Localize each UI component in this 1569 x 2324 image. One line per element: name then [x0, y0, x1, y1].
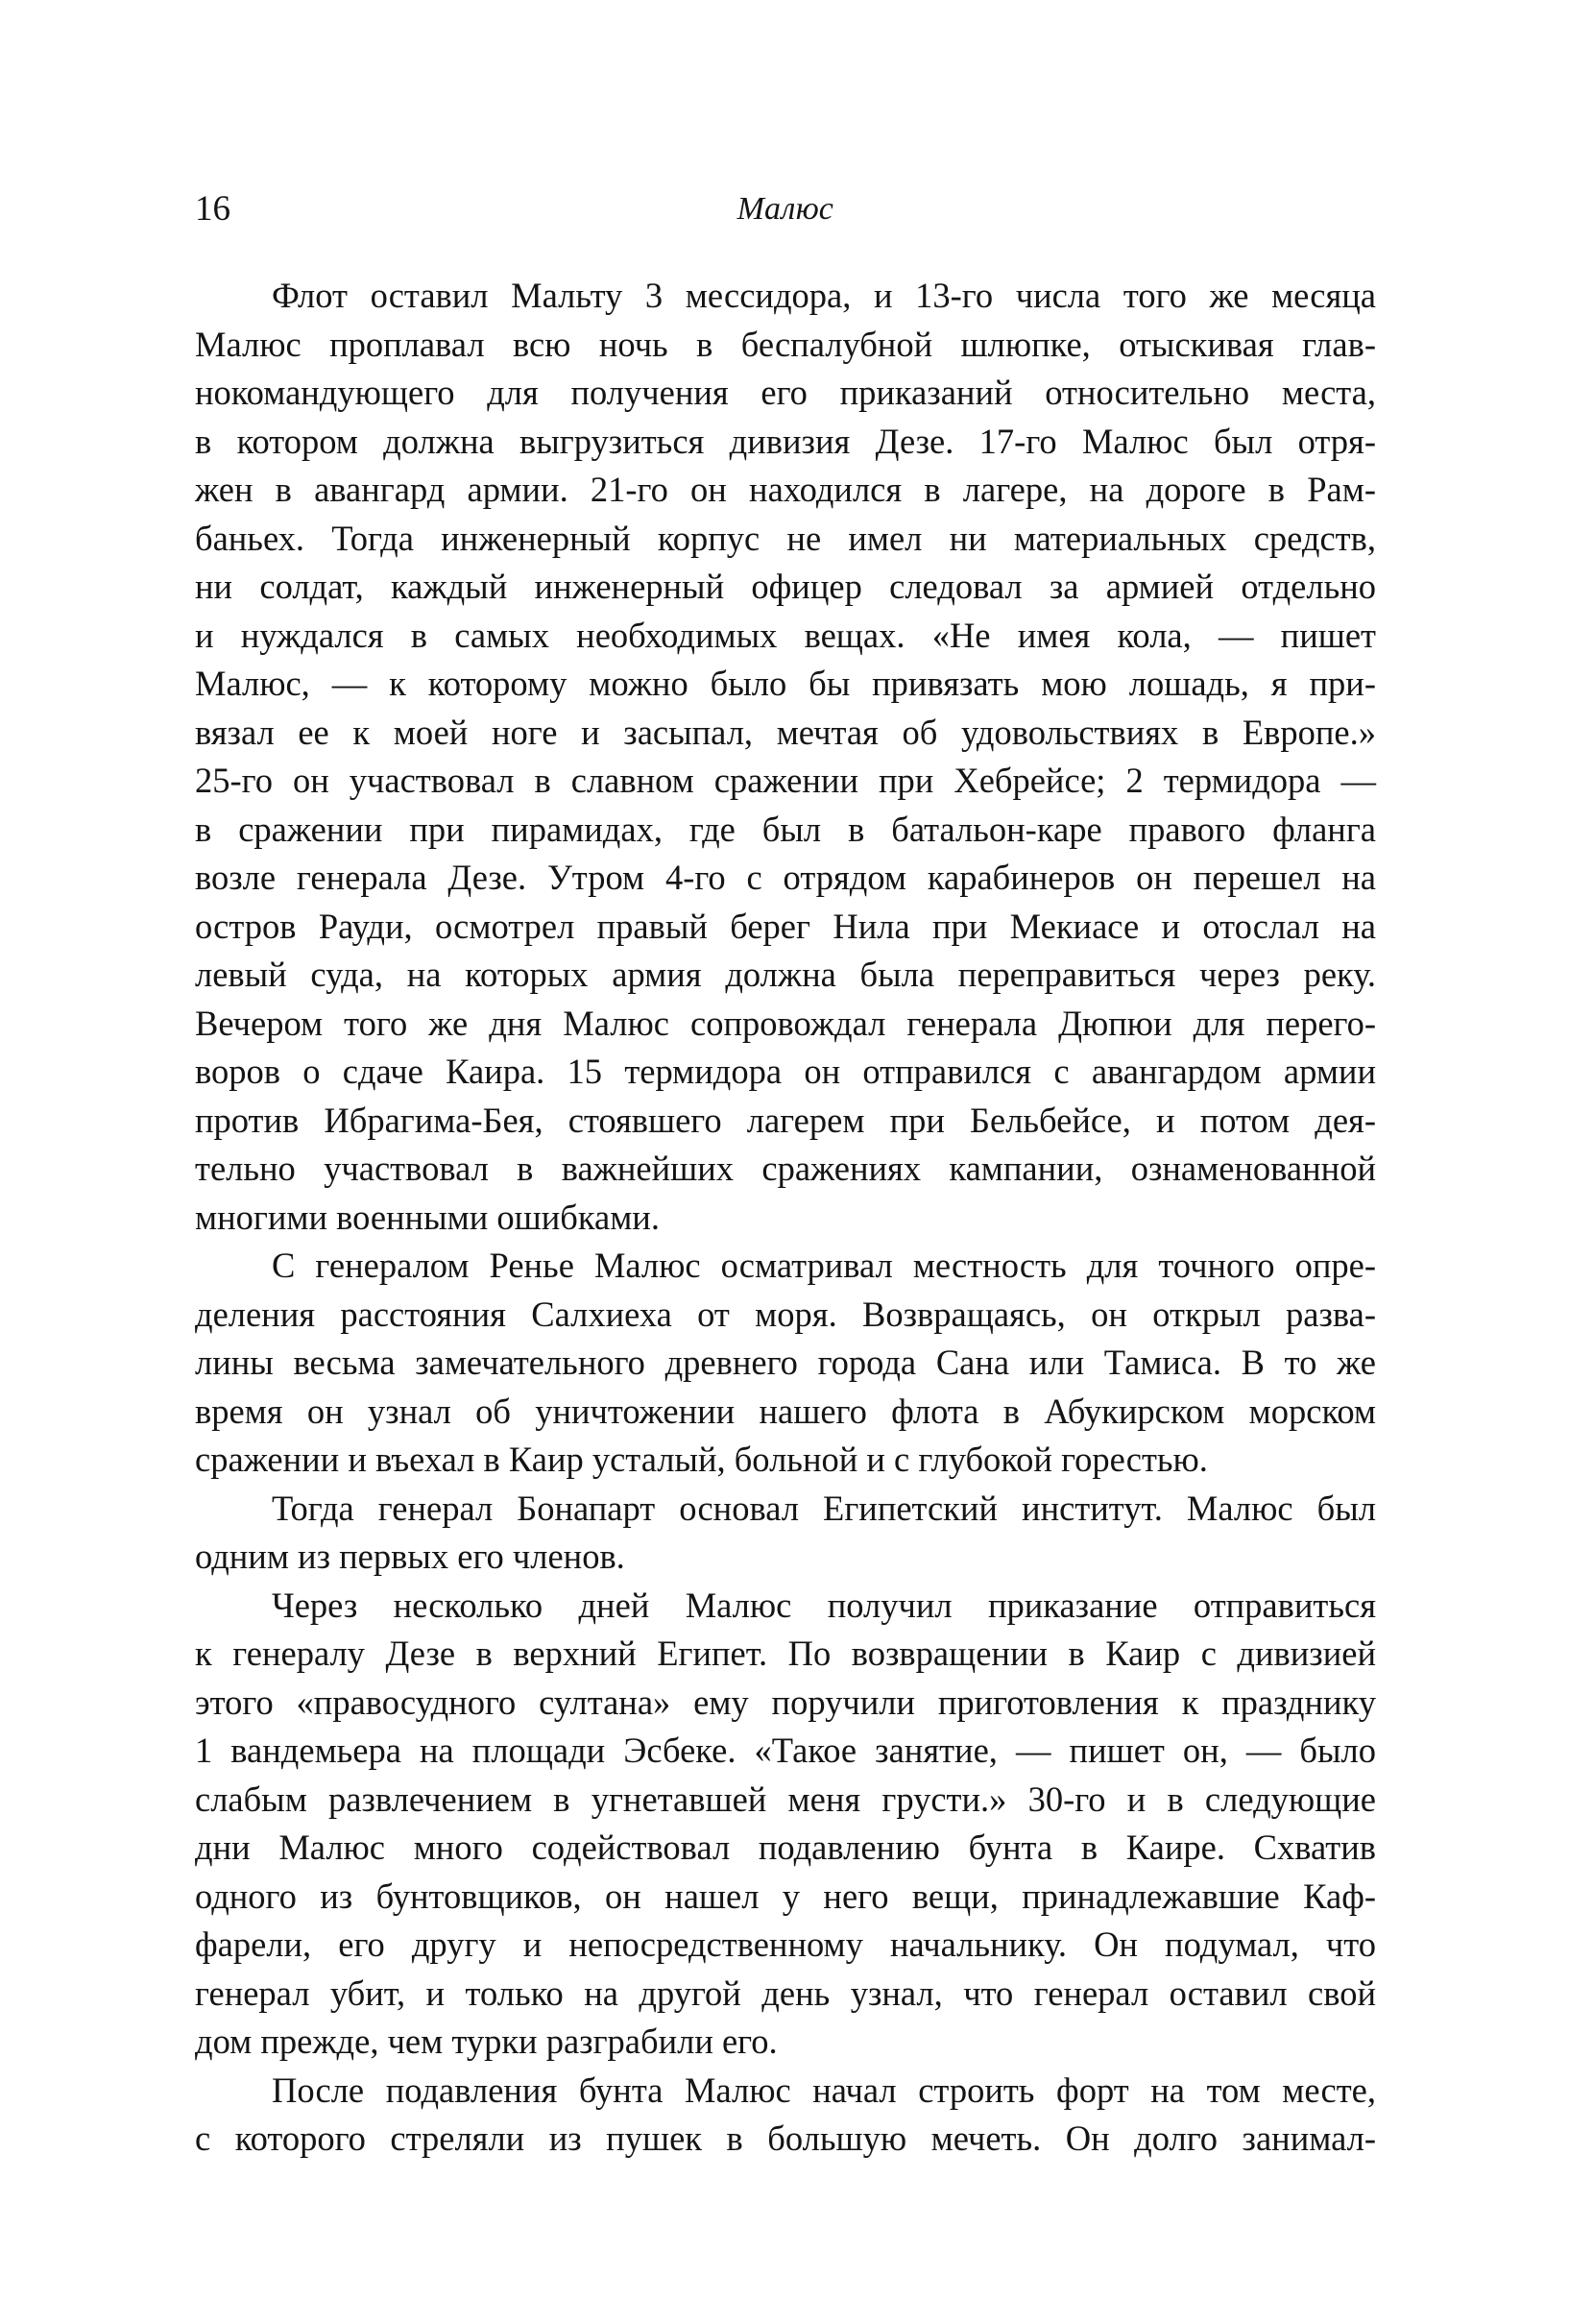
text-line: генерал убит, и только на другой день узнал, что генерал оставил свой	[195, 1973, 1376, 2013]
text-line: 1 вандемьера на площади Эсбеке. «Такое занятие, — пишет он, — было	[195, 1731, 1376, 1770]
text-line: жен в авангард армии. 21-го он находился в лагере, на дороге в Рам-	[195, 470, 1376, 509]
text-line: возле генерала Дезе. Утром 4-го с отрядом карабинеров он перешел на	[195, 858, 1376, 897]
text-line: в сражении при пирамидах, где был в батальон-каре правого фланга	[195, 809, 1376, 849]
text-line: После подавления бунта Малюс начал строить форт на том месте,	[272, 2070, 1376, 2110]
paragraph-2	[195, 1242, 1376, 1485]
text-line: 25-го он участвовал в славном сражении при Хебрейсе; 2 термидора —	[195, 761, 1376, 800]
text-line: Тогда генерал Бонапарт основал Египетский институт. Малюс был	[272, 1488, 1376, 1528]
text-line: с которого стреляли из пушек в большую мечеть. Он долго занимал-	[195, 2118, 1376, 2158]
text-line: тельно участвовал в важнейших сражениях кампании, ознаменованной	[195, 1149, 1376, 1188]
paragraph-1	[195, 272, 1376, 1242]
running-head	[195, 182, 1376, 236]
text-line: слабым развлечением в угнетавшей меня грусти.» 30-го и в следующие	[195, 1779, 1376, 1819]
paragraph-3	[195, 1485, 1376, 1582]
text-line: остров Рауди, осмотрел правый берег Нила при Мекиасе и отослал на	[195, 906, 1376, 946]
text-line: левый суда, на которых армия должна была переправиться через реку.	[195, 955, 1376, 994]
page-number: 16	[195, 189, 230, 229]
text-line: время он узнал об уничтожении нашего флота в Абукирском морском	[195, 1391, 1376, 1431]
text-line: Вечером того же дня Малюс сопровождал генерала Дюпюи для перего-	[195, 1003, 1376, 1043]
text-line: одного из бунтовщиков, он нашел у него вещи, принадлежавшие Каф-	[195, 1876, 1376, 1916]
text-line: Малюс, — к которому можно было бы привязать мою лошадь, я при-	[195, 664, 1376, 703]
text-line: воров о сдаче Каира. 15 термидора он отправился с авангардом армии	[195, 1052, 1376, 1091]
text-line: Флот оставил Мальту 3 мессидора, и 13-го числа того же месяца	[272, 276, 1376, 315]
paragraph-5	[195, 2067, 1376, 2164]
text-line: Через несколько дней Малюс получил приказание отправиться	[272, 1585, 1376, 1625]
text-line: фарели, его другу и непосредственному начальнику. Он подумал, что	[195, 1925, 1376, 1964]
text-line: в котором должна выгрузиться дивизия Дезе. 17-го Малюс был отря-	[195, 421, 1376, 461]
text-line: нокомандующего для получения его приказаний относительно места,	[195, 373, 1376, 412]
text-line: против Ибрагима-Бея, стоявшего лагерем при Бельбейсе, и потом дея-	[195, 1100, 1376, 1140]
text-line: к генералу Дезе в верхний Египет. По возвращении в Каир с дивизией	[195, 1634, 1376, 1673]
text-line: вязал ее к моей ноге и засыпал, мечтая об удовольствиях в Европе.»	[195, 712, 1376, 752]
running-title: Малюс	[736, 191, 834, 227]
text-line: одним из первых его членов.	[195, 1537, 625, 1576]
text-line: дни Малюс много содействовал подавлению бунта в Каире. Схватив	[195, 1828, 1376, 1867]
text-line: дом прежде, чем турки разграбили его.	[195, 2021, 778, 2061]
text-line: лины весьма замечательного древнего города Сана или Тамиса. В то же	[195, 1343, 1376, 1382]
text-line: баньех. Тогда инженерный корпус не имел ни материальных средств,	[195, 518, 1376, 558]
text-line: ни солдат, каждый инженерный офицер следовал за армией отдельно	[195, 567, 1376, 606]
text-line: и нуждался в самых необходимых вещах. «Не имея кола, — пишет	[195, 615, 1376, 655]
body-text	[195, 272, 1376, 2164]
text-line: сражении и въехал в Каир усталый, больной и с глубокой горестью.	[195, 1440, 1208, 1479]
text-line: многими военными ошибками.	[195, 1197, 660, 1237]
text-line: этого «правосудного султана» ему поручили приготовления к празднику	[195, 1682, 1376, 1722]
paragraph-4	[195, 1582, 1376, 2067]
text-line: С генералом Ренье Малюс осматривал местность для точного опре-	[272, 1246, 1376, 1285]
text-line: Малюс проплавал всю ночь в беспалубной шлюпке, отыскивая глав-	[195, 324, 1376, 364]
text-line: деления расстояния Салхиеха от моря. Возвращаясь, он открыл разва-	[195, 1294, 1376, 1334]
